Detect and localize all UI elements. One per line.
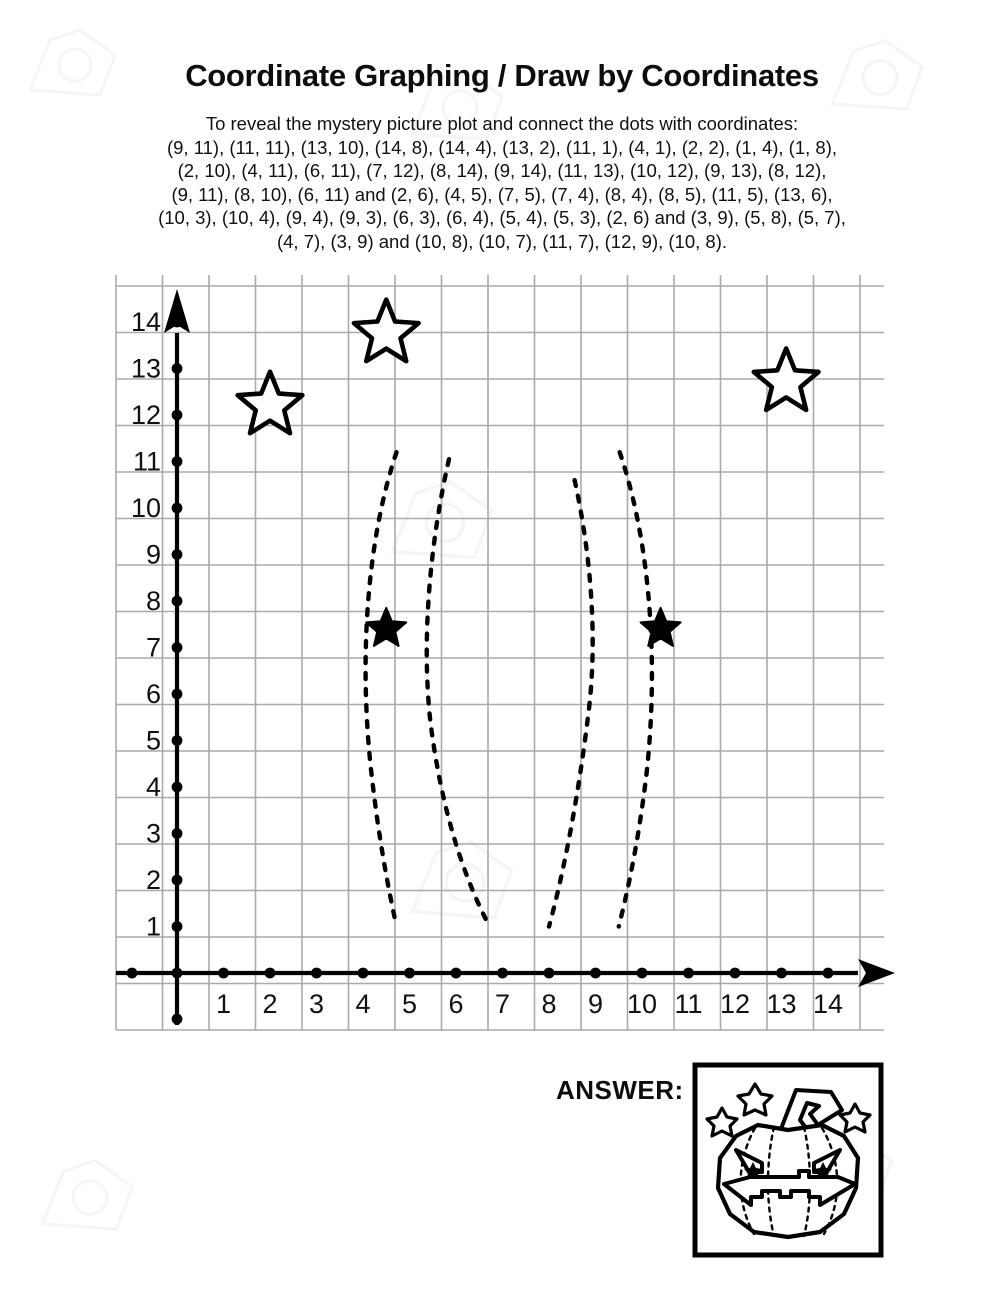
y-axis-tick-label: 7 [145, 632, 161, 663]
x-axis-tick-dot [358, 968, 369, 979]
x-axis-tick-dot [218, 968, 229, 979]
x-axis-tick-dot [683, 968, 694, 979]
x-axis-tick-label: 9 [587, 989, 604, 1019]
page-title: Coordinate Graphing / Draw by Coordinates [185, 58, 819, 93]
x-axis-tick-dot [730, 968, 741, 979]
y-axis-tick-dot [172, 642, 183, 653]
y-axis-tick-label: 5 [145, 725, 161, 756]
x-axis-tick-label: 13 [766, 989, 797, 1019]
x-axis-tick-dot [451, 968, 462, 979]
pumpkin-rib-dashed-curve [366, 452, 397, 926]
y-axis-tick-label: 3 [145, 818, 161, 849]
y-axis-tick-dot [172, 689, 183, 700]
star-icon-filled [366, 608, 406, 646]
y-axis-tick-dot [172, 782, 183, 793]
x-axis-tick-label: 10 [626, 989, 658, 1019]
instructions-block [32, 112, 972, 253]
answer-picture-box [692, 1062, 884, 1258]
y-axis-tick-dot [172, 735, 183, 746]
y-axis-tick-label: 12 [130, 400, 161, 430]
x-axis-tick-dot [823, 968, 834, 979]
y-axis-tick-label: 1 [145, 911, 161, 942]
y-axis-tick-label: 2 [145, 865, 161, 895]
x-axis-tick-dot [637, 968, 648, 979]
y-axis-tick-label: 14 [130, 307, 161, 337]
x-axis-tick-label: 11 [674, 989, 703, 1019]
answer-label: ANSWER: [556, 1075, 684, 1105]
instructions-line: (9, 11), (11, 11), (13, 10), (14, 8), (14, 4), (13, 2), (11, 1), (4, 1), (2, 2), (1, 4), (1, 8), [166, 136, 837, 158]
y-axis-tick-dot [172, 828, 183, 839]
x-axis-tick-dot [544, 968, 555, 979]
y-axis-tick-dot [172, 921, 183, 932]
star-icon-open [354, 300, 419, 362]
instructions-lead: To reveal the mystery picture plot and connect the dots with coordinates: [205, 113, 799, 134]
y-axis-tick-label: 10 [130, 493, 161, 523]
y-axis-tick-label: 4 [145, 772, 161, 802]
y-axis-tick-dot [172, 549, 183, 560]
x-axis-tick-dot [404, 968, 415, 979]
y-axis-tick-label: 9 [145, 539, 161, 570]
pumpkin-rib-dashed-curve [619, 452, 652, 926]
y-axis-tick-label: 11 [132, 446, 161, 477]
x-axis-tick-dot [590, 968, 601, 979]
x-axis-tick-label: 3 [308, 989, 325, 1019]
x-axis-tick-label: 8 [541, 989, 557, 1019]
y-axis-tick-label: 6 [145, 679, 161, 709]
x-axis-tick-label: 2 [262, 989, 278, 1019]
y-axis-tick-dot [172, 875, 183, 886]
y-axis-tick-label: 8 [145, 586, 161, 616]
x-axis-tick-label: 7 [494, 989, 511, 1019]
x-axis-tick-dot [497, 968, 508, 979]
x-axis-tick-label: 12 [719, 989, 751, 1019]
instructions-line: (4, 7), (3, 9) and (10, 8), (10, 7), (11, 7), (12, 9), (10, 8). [276, 230, 727, 252]
instructions-line: (9, 11), (8, 10), (6, 11) and (2, 6), (4, 5), (7, 5), (7, 4), (8, 4), (8, 5), (11, 5), (13, 6), [171, 183, 833, 205]
pumpkin-rib-dashed-curve [549, 480, 593, 926]
star-icon-open [754, 348, 819, 410]
y-axis-tick-dot [172, 1014, 183, 1025]
y-axis-tick-dot [172, 363, 183, 374]
x-axis-tick-label: 6 [448, 989, 464, 1019]
x-axis-tick-dot [776, 968, 787, 979]
x-axis-tick-dot [265, 968, 276, 979]
x-axis-tick-label: 5 [401, 989, 418, 1019]
x-axis-tick-label: 14 [812, 989, 844, 1019]
y-axis-tick-label: 13 [130, 353, 161, 384]
y-axis-tick-dot [172, 596, 183, 607]
coordinate-grid-plot [0, 255, 1004, 1045]
y-axis-tick-dot [172, 456, 183, 467]
x-axis-tick-label: 1 [215, 989, 232, 1019]
x-axis-tick-dot [172, 968, 183, 979]
x-axis-tick-dot [311, 968, 322, 979]
x-axis-tick-dot [127, 968, 138, 979]
y-axis-tick-dot [172, 503, 183, 514]
y-axis-tick-dot [172, 410, 183, 421]
instructions-line: (2, 10), (4, 11), (6, 11), (7, 12), (8, 14), (9, 14), (11, 13), (10, 12), (9, 13), (8, 12), [177, 160, 827, 181]
y-axis-tick-dot [172, 317, 183, 328]
instructions-line: (10, 3), (10, 4), (9, 4), (9, 3), (6, 3), (6, 4), (5, 4), (5, 3), (2, 6) and (3, 9), (5, 8), (5, 7), [158, 207, 846, 228]
pumpkin-rib-dashed-curve [427, 459, 490, 926]
x-axis-tick-label: 4 [355, 989, 371, 1019]
star-icon-open [238, 372, 303, 434]
